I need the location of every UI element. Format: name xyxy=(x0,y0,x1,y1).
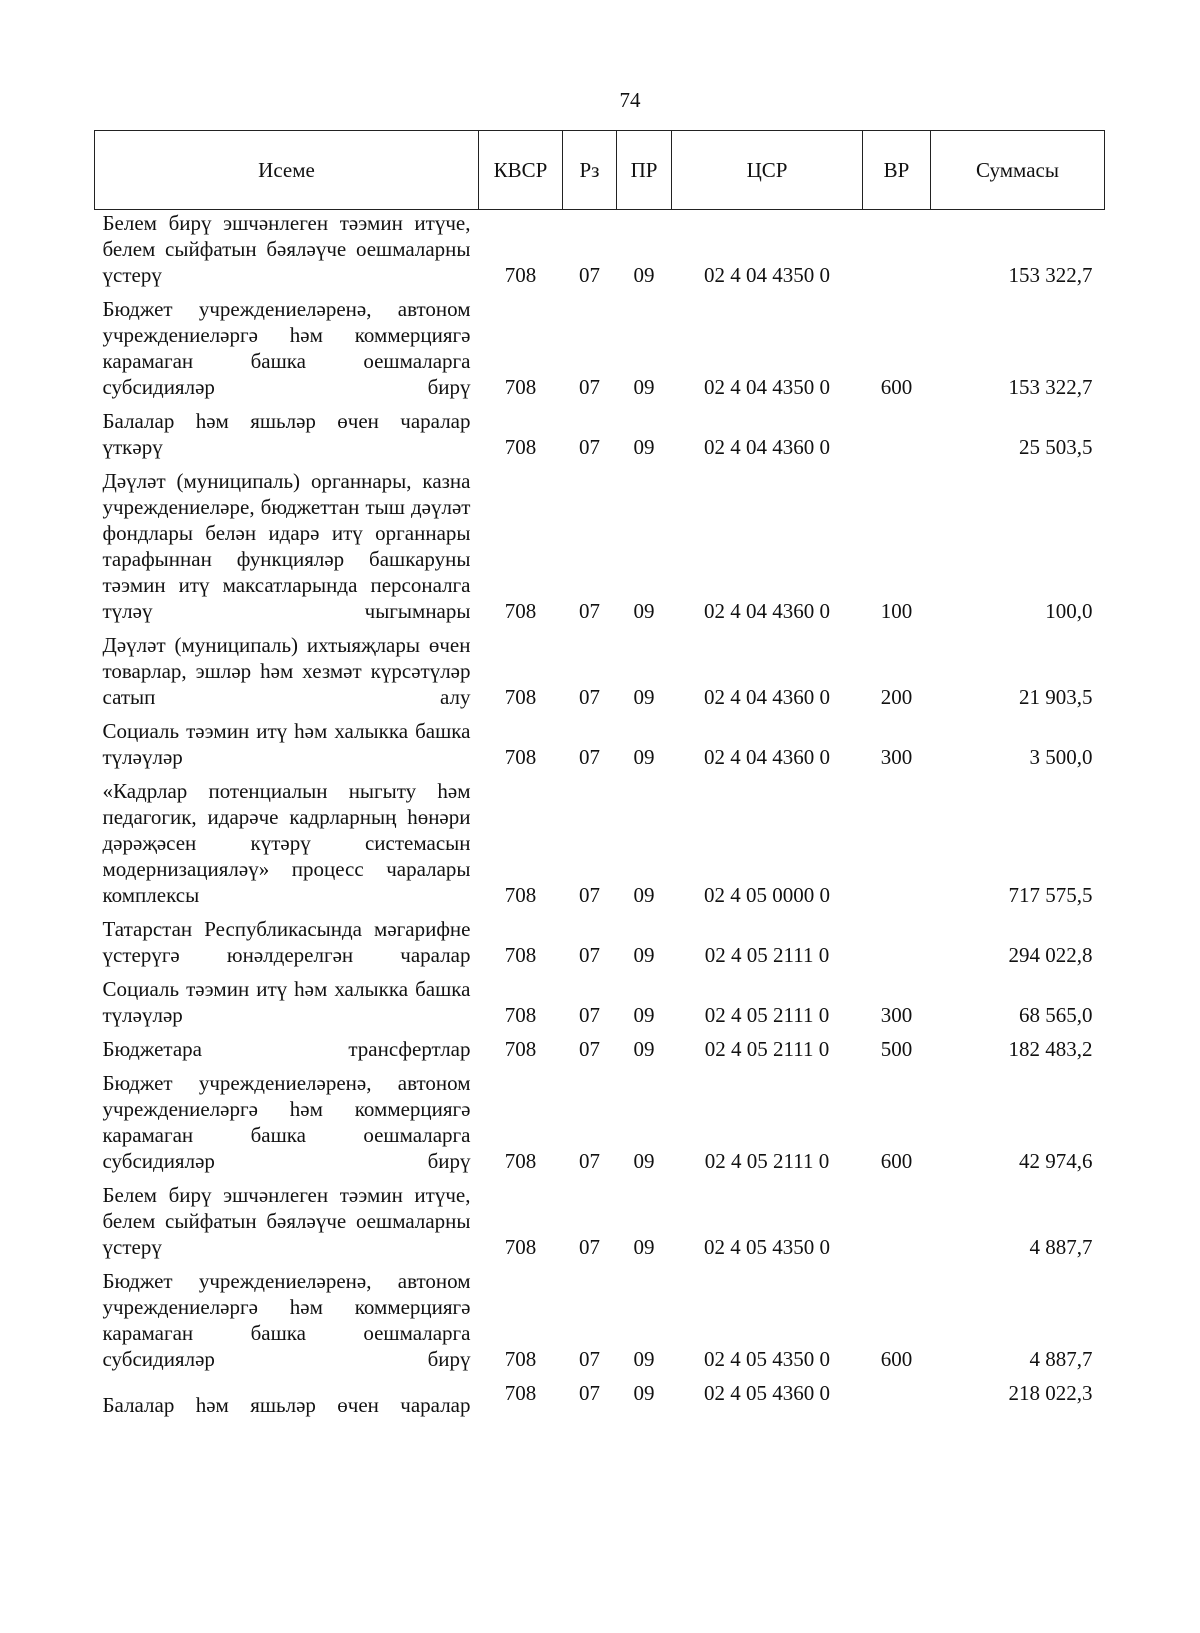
cell-name: Бюджетара трансфертлар xyxy=(102,1037,471,1061)
header-kvsr: КВСР xyxy=(479,131,563,210)
cell-sum: 4 887,7 xyxy=(1029,1235,1093,1259)
cell-rz: 07 xyxy=(579,883,600,907)
cell-csr: 02 4 05 4350 0 xyxy=(704,1347,830,1371)
cell-pr: 09 xyxy=(633,943,655,967)
header-vr: ВР xyxy=(863,131,931,210)
cell-pr: 09 xyxy=(633,685,655,709)
header-sum: Суммасы xyxy=(931,131,1105,210)
header-row xyxy=(95,131,1105,210)
cell-kvsr: 708 xyxy=(504,1003,537,1027)
cell-csr: 02 4 05 0000 0 xyxy=(704,883,830,907)
cell-rz: 07 xyxy=(579,745,600,769)
cell-vr: 300 xyxy=(880,745,913,769)
cell-csr: 02 4 05 4350 0 xyxy=(704,1235,830,1259)
table-row xyxy=(95,916,1105,976)
cell-sum: 218 022,3 xyxy=(1008,1381,1093,1405)
cell-csr: 02 4 05 2111 0 xyxy=(704,1149,830,1173)
table-row xyxy=(95,408,1105,468)
table-row xyxy=(95,632,1105,718)
cell-sum: 153 322,7 xyxy=(1008,375,1093,399)
cell-sum: 717 575,5 xyxy=(1008,883,1093,907)
cell-vr xyxy=(863,408,931,468)
table-row xyxy=(95,1380,1105,1426)
cell-name: Социаль тәэмин итү һәм халыкка башка түләүләр xyxy=(102,977,471,1027)
cell-vr: 600 xyxy=(880,1347,913,1371)
table-row xyxy=(95,976,1105,1036)
cell-csr: 02 4 05 2111 0 xyxy=(704,1037,830,1061)
cell-kvsr: 708 xyxy=(504,599,537,623)
cell-csr: 02 4 04 4350 0 xyxy=(704,263,830,287)
cell-rz: 07 xyxy=(579,1003,600,1027)
cell-name: «Кадрлар потенциалын ныгыту һәм педагогик, идарәче кадрларның һөнәри дәрәҗәсен күтәрү системасын модернизацияләү» процесс чаралары комплексы xyxy=(102,779,471,907)
cell-rz: 07 xyxy=(579,1381,600,1405)
cell-sum: 294 022,8 xyxy=(1008,943,1093,967)
cell-pr: 09 xyxy=(633,263,655,287)
cell-pr: 09 xyxy=(633,1381,655,1405)
cell-kvsr: 708 xyxy=(504,263,537,287)
cell-kvsr: 708 xyxy=(504,435,537,459)
cell-name: Дәүләт (муниципаль) ихтыяҗлары өчен товарлар, эшләр һәм хезмәт күрсәтүләр сатып алу xyxy=(102,633,471,709)
cell-csr: 02 4 04 4360 0 xyxy=(704,599,830,623)
cell-rz: 07 xyxy=(579,375,600,399)
cell-vr xyxy=(863,1182,931,1268)
cell-name: Балалар һәм яшьләр өчен чаралар үткәрү xyxy=(102,409,471,459)
cell-name: Бюджет учреждениеләренә, автоном учреждениеләргә һәм коммерциягә карамаган башка оешмаларга субсидияләр бирү xyxy=(102,297,471,399)
cell-rz: 07 xyxy=(579,1347,600,1371)
cell-pr: 09 xyxy=(633,745,655,769)
cell-csr: 02 4 04 4350 0 xyxy=(704,375,830,399)
cell-pr: 09 xyxy=(633,883,655,907)
cell-vr: 100 xyxy=(880,599,913,623)
cell-pr: 09 xyxy=(633,599,655,623)
cell-pr: 09 xyxy=(633,1003,655,1027)
cell-vr xyxy=(863,1380,931,1426)
cell-rz: 07 xyxy=(579,435,600,459)
cell-vr xyxy=(863,210,931,297)
cell-kvsr: 708 xyxy=(504,1149,537,1173)
cell-pr: 09 xyxy=(633,1235,655,1259)
cell-csr: 02 4 05 2111 0 xyxy=(704,943,830,967)
cell-csr: 02 4 04 4360 0 xyxy=(704,435,830,459)
header-rz: Рз xyxy=(563,131,617,210)
cell-sum: 21 903,5 xyxy=(1019,685,1093,709)
cell-vr xyxy=(863,778,931,916)
cell-kvsr: 708 xyxy=(504,1235,537,1259)
cell-name: Бюджет учреждениеләренә, автоном учреждениеләргә һәм коммерциягә карамаган башка оешмаларга субсидияләр бирү xyxy=(102,1269,471,1371)
cell-vr: 600 xyxy=(880,375,913,399)
table-header xyxy=(95,131,1105,210)
cell-kvsr: 708 xyxy=(504,883,537,907)
cell-csr: 02 4 05 4360 0 xyxy=(704,1381,830,1405)
table-row xyxy=(95,296,1105,408)
cell-pr: 09 xyxy=(633,1149,655,1173)
cell-vr: 200 xyxy=(880,685,913,709)
cell-rz: 07 xyxy=(579,1037,600,1061)
header-pr: ПР xyxy=(617,131,672,210)
cell-vr: 500 xyxy=(880,1037,913,1061)
cell-pr: 09 xyxy=(633,375,655,399)
budget-table xyxy=(94,130,1105,1426)
cell-name: Белем бирү эшчәнлеген тәэмин итүче, белем сыйфатын бәяләүче оешмаларны үстерү xyxy=(102,1183,471,1259)
cell-name: Балалар һәм яшьләр өчен чаралар xyxy=(102,1393,471,1417)
cell-sum: 4 887,7 xyxy=(1029,1347,1093,1371)
table-row xyxy=(95,1182,1105,1268)
cell-kvsr: 708 xyxy=(504,685,537,709)
cell-kvsr: 708 xyxy=(504,1381,537,1405)
cell-name: Белем бирү эшчәнлеген тәэмин итүче, белем сыйфатын бәяләүче оешмаларны үстерү xyxy=(102,211,471,287)
cell-sum: 100,0 xyxy=(1045,599,1093,623)
cell-csr: 02 4 04 4360 0 xyxy=(704,745,830,769)
header-name: Исеме xyxy=(95,131,479,210)
cell-kvsr: 708 xyxy=(504,375,537,399)
cell-csr: 02 4 04 4360 0 xyxy=(704,685,830,709)
cell-pr: 09 xyxy=(633,435,655,459)
cell-sum: 153 322,7 xyxy=(1008,263,1093,287)
cell-pr: 09 xyxy=(633,1347,655,1371)
table-row xyxy=(95,210,1105,297)
cell-sum: 3 500,0 xyxy=(1029,745,1093,769)
cell-kvsr: 708 xyxy=(504,1037,537,1061)
cell-sum: 25 503,5 xyxy=(1019,435,1093,459)
cell-rz: 07 xyxy=(579,685,600,709)
table-body xyxy=(95,210,1105,1427)
cell-kvsr: 708 xyxy=(504,1347,537,1371)
cell-name: Бюджет учреждениеләренә, автоном учреждениеләргә һәм коммерциягә карамаган башка оешмаларга субсидияләр бирү xyxy=(102,1071,471,1173)
cell-pr: 09 xyxy=(633,1037,655,1061)
page-number: 74 xyxy=(619,88,641,112)
cell-kvsr: 708 xyxy=(504,943,537,967)
table-row xyxy=(95,1036,1105,1070)
cell-sum: 182 483,2 xyxy=(1008,1037,1093,1061)
table-row xyxy=(95,1268,1105,1380)
cell-sum: 68 565,0 xyxy=(1019,1003,1093,1027)
cell-rz: 07 xyxy=(579,943,600,967)
cell-sum: 42 974,6 xyxy=(1019,1149,1093,1173)
cell-vr: 300 xyxy=(880,1003,913,1027)
cell-name: Социаль тәэмин итү һәм халыкка башка түләүләр xyxy=(102,719,471,769)
table-row xyxy=(95,718,1105,778)
cell-rz: 07 xyxy=(579,599,600,623)
table-row xyxy=(95,1070,1105,1182)
cell-vr xyxy=(863,916,931,976)
cell-rz: 07 xyxy=(579,1235,600,1259)
cell-csr: 02 4 05 2111 0 xyxy=(704,1003,830,1027)
table-row xyxy=(95,468,1105,632)
table-row xyxy=(95,778,1105,916)
cell-name: Дәүләт (муниципаль) органнары, казна учреждениеләре, бюджеттан тыш дәүләт фондлары белән идарә итү органнары тарафыннан функцияләр башкаруны тәэмин итү максатларында персоналга түләү чыгымнары xyxy=(102,469,471,623)
header-csr: ЦСР xyxy=(672,131,863,210)
cell-kvsr: 708 xyxy=(504,745,537,769)
cell-rz: 07 xyxy=(579,263,600,287)
cell-vr: 600 xyxy=(880,1149,913,1173)
cell-name: Татарстан Республикасында мәгарифне үстерүгә юнәлдерелгән чаралар xyxy=(102,917,471,967)
cell-rz: 07 xyxy=(579,1149,600,1173)
